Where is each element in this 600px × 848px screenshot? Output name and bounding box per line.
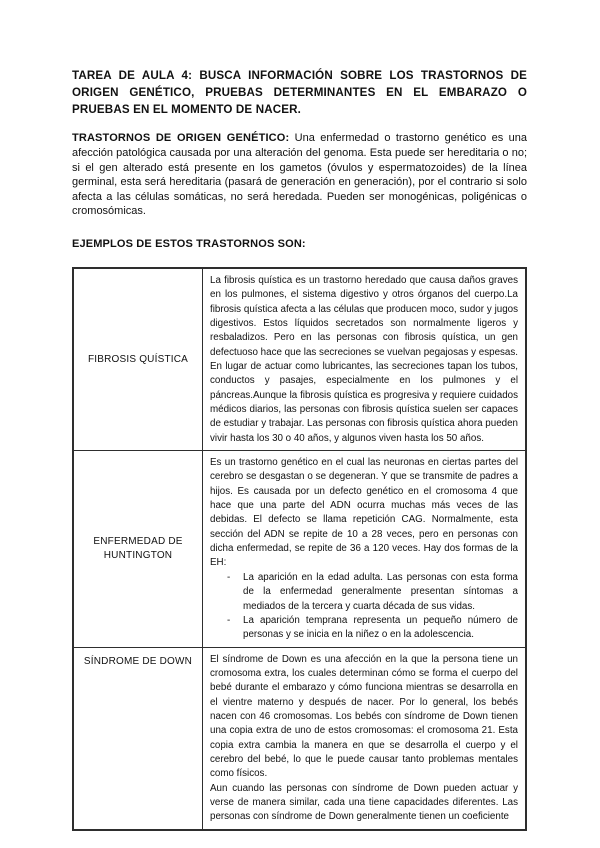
bullet-dash: - [227,614,231,626]
examples-heading: EJEMPLOS DE ESTOS TRASTORNOS SON: [72,237,306,250]
huntington-description: Es un trastorno genético en el cual las neuronas en ciertas partes del cerebro se desgastan o se degeneran. Y que se transmite de padres a hijos. Es causada por un defecto genético en el cromosoma 4 que hace que una parte del ADN ocurra muchas más veces de las debidas. El defecto se llama repetición CAG. Normalmente, esta sección del ADN se repite de 10 a 28 veces, pero en personas con dicha enfermedad, se repite de 36 a 120 veces. Hay dos formas de la EH: [210,457,518,569]
disorders-table [72,267,527,831]
row-label-sindrome-down: SÍNDROME DE DOWN [73,647,203,830]
huntington-early-onset: La aparición temprana representa un pequeño número de personas y se inicia en la niñez o en la adolescencia. [243,614,518,641]
intro-paragraph [72,131,527,219]
row-label-enfermedad-huntington: ENFERMEDAD DE HUNTINGTON [73,451,203,647]
row-label-fibrosis-quistica: FIBROSIS QUÍSTICA [73,268,203,451]
table-row-huntington [73,451,526,647]
down-description-part-1: El síndrome de Down es una afección en la que la persona tiene un cromosoma extra, los cuales determinan cómo se forma el cuerpo del bebé durante el embarazo y cómo funciona mientras se desarrolla en el vientre materno y después de nacer. Por lo general, los bebés nacen con 46 cromosomas. Los bebés con síndrome de Down tienen una copia extra de uno de estos cromosomas: el cromosoma 21. Esta copia extra cambia la manera en que se desarrolla el cuerpo y el cerebro del bebé, lo que le puede causar tanto problemas mentales como físicos. [210,653,518,780]
table-row-down [73,647,526,830]
down-description-part-2: Aun cuando las personas con síndrome de Down pueden actuar y verse de manera similar, cada una tiene capacidades diferentes. Las personas con síndrome de Down generalmente tienen un coeficiente [210,782,518,823]
bullet-dash: - [227,571,231,583]
row-text-cell-fibrosis [203,268,527,451]
table-row-fibrosis [73,268,526,451]
fibrosis-description: La fibrosis quística es un trastorno heredado que causa daños graves en los pulmones, el sistema digestivo y otros órganos del cuerpo.La fibrosis quística afecta a las células que producen moco, sudor y jugos digestivos. Estos líquidos secretados son normalmente ligeros y resbaladizos. Pero en las personas con fibrosis quística, un gen defectuoso hace que las secreciones se vuelvan pegajosas y espesas. En lugar de actuar como lubricantes, las secreciones tapan los tubos, conductos y pasajes, especialmente en los pulmones y el páncreas.Aunque la fibrosis quística es progresiva y requiere cuidados médicos diarios, las personas con fibrosis quística suelen ser capaces de estudiar y trabajar. Las personas con fibrosis quística ahora pueden vivir hasta los 30 o 40 años, y algunos viven hasta los 50 años. [210,274,518,444]
intro-heading: TRASTORNOS DE ORIGEN GENÉTICO: [72,132,290,145]
list-item [210,571,518,614]
row-text-cell-huntington [203,451,527,647]
huntington-forms-list [210,571,518,643]
row-text-cell-down [203,647,527,830]
page-title: TAREA DE AULA 4: BUSCA INFORMACIÓN SOBRE LOS TRASTORNOS DE ORIGEN GENÉTICO, PRUEBAS DETERMINANTES EN EL EMBARAZO O PRUEBAS EN EL MOMENTO DE NACER. [72,69,527,116]
list-item [210,614,518,643]
huntington-adult-onset: La aparición en la edad adulta. Las personas con esta forma de la enfermedad generalmente presentan síntomas a mediados de la tercera y cuarta década de sus vidas. [243,571,518,612]
intro-body: Una enfermedad o trastorno genético es una afección patológica causada por una alteración del genoma. Esta puede ser hereditaria o no; si el gen alterado está presente en los gametos (óvulos y espermatozoides) de la línea germinal, esta será hereditaria (pasará de generación en generación), por el contrario si solo afecta a las células somáticas, no será heredada. Pueden ser monogénicas, poligénicas o cromosómicas. [72,132,527,218]
